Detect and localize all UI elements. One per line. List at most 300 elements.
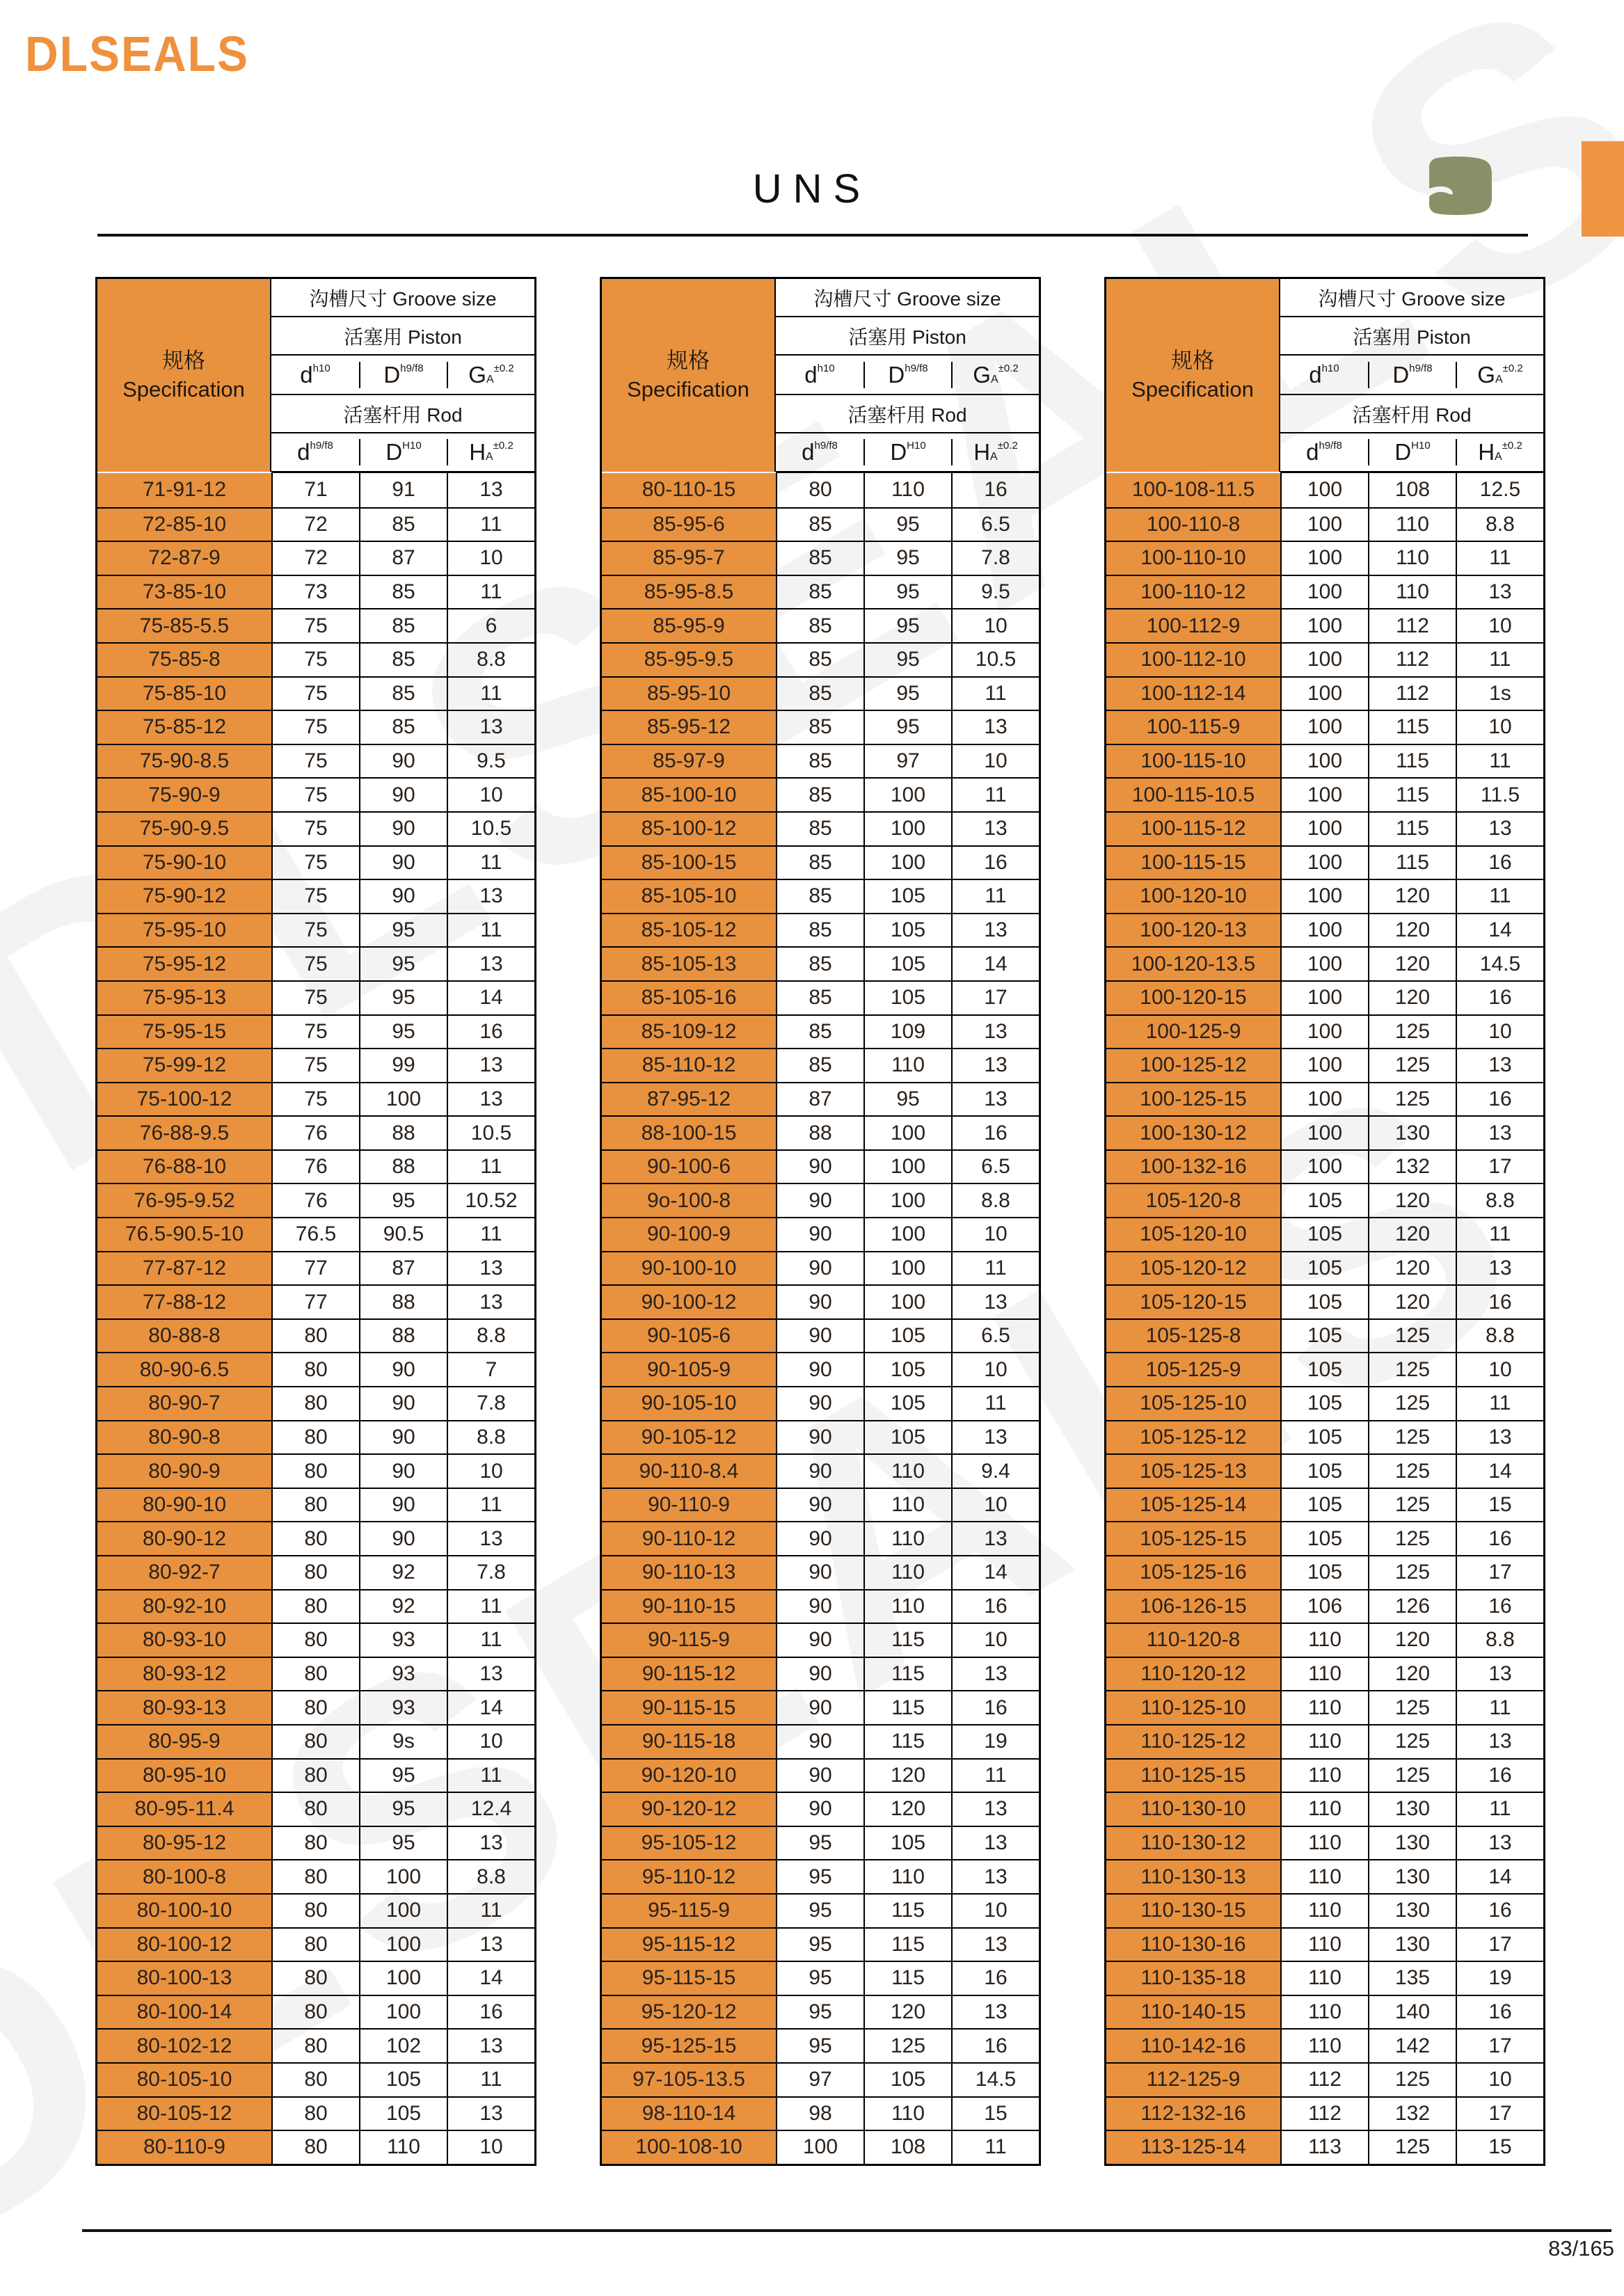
spec-cell: 75-90-12 (97, 880, 271, 913)
spec-cell: 110-130-10 (1106, 1793, 1280, 1826)
value-cell: 11 (447, 1760, 534, 1792)
value-cell: 100 (1280, 948, 1368, 980)
value-cell: 95 (359, 948, 447, 980)
value-cell: 90 (776, 1793, 863, 1826)
value-cell: 100 (1280, 542, 1368, 575)
table-row (602, 1690, 1039, 1724)
table-row (1106, 2062, 1543, 2096)
value-cell: 10 (447, 1725, 534, 1758)
value-cell: 90.5 (359, 1218, 447, 1251)
value-cell: 115 (863, 1691, 951, 1724)
value-cell: 95 (776, 1895, 863, 1927)
value-cell: 90 (776, 1151, 863, 1183)
value-cell: 95 (863, 576, 951, 609)
value-cell: 105 (1280, 1286, 1368, 1318)
value-cell: 11 (447, 914, 534, 947)
value-cell: 7.8 (447, 1556, 534, 1589)
value-cell: 19 (951, 1725, 1039, 1758)
spec-cell: 110-135-18 (1106, 1962, 1280, 1995)
value-cell: 113 (1280, 2131, 1368, 2164)
value-cell: 95 (359, 1793, 447, 1826)
value-cell: 80 (271, 2030, 359, 2062)
value-cell: 85 (776, 542, 863, 575)
value-cell: 85 (359, 576, 447, 609)
spec-cell: 105-125-13 (1106, 1455, 1280, 1488)
value-cell: 16 (1456, 1286, 1543, 1318)
spec-cell: 80-92-7 (97, 1556, 271, 1589)
value-cell: 13 (951, 1421, 1039, 1454)
value-cell: 13 (1456, 813, 1543, 845)
uns-seal-profile-icon (1425, 156, 1493, 216)
value-cell: 10 (951, 745, 1039, 778)
spec-cell: 98-110-14 (602, 2098, 776, 2130)
value-cell: 13 (951, 1286, 1039, 1318)
spec-cell: 85-105-12 (602, 914, 776, 947)
value-cell: 80 (271, 1455, 359, 1488)
value-cell: 11 (951, 678, 1039, 710)
value-cell: 95 (863, 1083, 951, 1116)
table-row (1106, 777, 1543, 811)
value-cell: 100 (1280, 1117, 1368, 1149)
value-cell: 9.5 (447, 745, 534, 778)
spec-cell: 105-125-15 (1106, 1522, 1280, 1555)
value-cell: 95 (863, 644, 951, 676)
spec-header-en: Specification (122, 376, 245, 401)
value-cell: 120 (1368, 982, 1456, 1014)
value-cell: 125 (1368, 1556, 1456, 1589)
value-cell: 105 (1280, 1455, 1368, 1488)
table-row (1106, 1115, 1543, 1149)
spec-cell: 100-120-13 (1106, 914, 1280, 947)
spec-cell: 90-100-6 (602, 1151, 776, 1183)
value-cell: 115 (863, 1624, 951, 1657)
spec-cell: 76-95-9.52 (97, 1184, 271, 1217)
value-cell: 11 (447, 509, 534, 541)
value-cell: 115 (1368, 745, 1456, 778)
value-cell: 80 (271, 1996, 359, 2029)
value-cell: 13 (951, 1929, 1039, 1961)
value-cell: 10 (447, 1455, 534, 1488)
col-header-d: d h9/f8 (1306, 439, 1342, 465)
value-cell: 100 (1280, 1049, 1368, 1082)
table-row (97, 1284, 534, 1318)
value-cell: 13 (1456, 1252, 1543, 1285)
spec-cell: 95-115-9 (602, 1895, 776, 1927)
spec-cell: 105-120-8 (1106, 1184, 1280, 1217)
value-cell: 11 (447, 1591, 534, 1623)
value-cell: 17 (1456, 1556, 1543, 1589)
spec-cell: 113-125-14 (1106, 2131, 1280, 2164)
table-row (97, 845, 534, 879)
spec-cell: 110-142-16 (1106, 2030, 1280, 2062)
value-cell: 11 (447, 2064, 534, 2096)
spec-cell: 105-120-10 (1106, 1218, 1280, 1251)
value-cell: 11 (951, 2131, 1039, 2164)
value-cell: 130 (1368, 1117, 1456, 1149)
value-cell: 10 (951, 1895, 1039, 1927)
value-cell: 11 (951, 1760, 1039, 1792)
value-cell: 100 (1280, 847, 1368, 879)
table-row (97, 1386, 534, 1420)
value-cell: 11 (1456, 880, 1543, 913)
table-row (602, 777, 1039, 811)
piston-header: 活塞用 Piston (776, 317, 1039, 356)
spec-cell: 75-90-10 (97, 847, 271, 879)
table-row (1106, 608, 1543, 642)
table-row (97, 879, 534, 913)
spec-header-cn: 规格 (667, 349, 710, 374)
value-cell: 100 (1280, 745, 1368, 778)
table-row (1106, 1014, 1543, 1049)
table-row (602, 1961, 1039, 1995)
value-cell: 80 (271, 1522, 359, 1555)
value-cell: 11 (1456, 1793, 1543, 1826)
value-cell: 125 (1368, 1455, 1456, 1488)
table-row (97, 777, 534, 811)
table-row (1106, 1420, 1543, 1454)
value-cell: 11 (447, 1895, 534, 1927)
table-row (602, 1352, 1039, 1386)
value-cell: 99 (359, 1049, 447, 1082)
value-cell: 72 (271, 542, 359, 575)
value-cell: 100 (863, 1218, 951, 1251)
value-cell: 10 (951, 1489, 1039, 1522)
table-row (97, 710, 534, 744)
spec-cell: 100-130-12 (1106, 1117, 1280, 1149)
spec-cell: 80-95-12 (97, 1827, 271, 1860)
spec-cell: 100-112-9 (1106, 609, 1280, 642)
spec-column-header (97, 279, 271, 472)
value-cell: 95 (359, 982, 447, 1014)
table-row (602, 608, 1039, 642)
spec-cell: 87-95-12 (602, 1083, 776, 1116)
value-cell: 85 (776, 813, 863, 845)
value-cell: 10.52 (447, 1184, 534, 1217)
table-row (602, 1555, 1039, 1589)
value-cell: 126 (1368, 1591, 1456, 1623)
value-cell: 10 (951, 1218, 1039, 1251)
spec-cell: 100-125-12 (1106, 1049, 1280, 1082)
value-cell: 13 (447, 1286, 534, 1318)
value-cell: 112 (1368, 609, 1456, 642)
value-cell: 75 (271, 847, 359, 879)
value-cell: 80 (271, 1556, 359, 1589)
footer-divider (82, 2229, 1611, 2232)
value-cell: 105 (1280, 1489, 1368, 1522)
spec-cell: 75-85-8 (97, 644, 271, 676)
rod-header: 活塞杆用 Rod (776, 395, 1039, 433)
value-cell: 14 (447, 982, 534, 1014)
rod-columns (1280, 433, 1543, 473)
value-cell: 90 (776, 1286, 863, 1318)
table-row (1106, 1048, 1543, 1082)
spec-cell: 105-125-14 (1106, 1489, 1280, 1522)
table-row (602, 2096, 1039, 2130)
spec-cell: 100-112-14 (1106, 678, 1280, 710)
table-row (602, 1995, 1039, 2029)
table-row (97, 946, 534, 980)
value-cell: 110 (863, 1049, 951, 1082)
value-cell: 10 (447, 2131, 534, 2164)
value-cell: 8.8 (1456, 509, 1543, 541)
table-rows (97, 473, 534, 2164)
value-cell: 125 (1368, 2131, 1456, 2164)
table-row (97, 1724, 534, 1758)
value-cell: 88 (359, 1286, 447, 1318)
spec-cell: 100-125-15 (1106, 1083, 1280, 1116)
value-cell: 11 (447, 678, 534, 710)
value-cell: 9.5 (951, 576, 1039, 609)
value-cell: 8.8 (447, 644, 534, 676)
value-cell: 120 (1368, 1658, 1456, 1691)
value-cell: 105 (1280, 1320, 1368, 1353)
value-cell: 98 (776, 2098, 863, 2130)
value-cell: 92 (359, 1591, 447, 1623)
spec-cell: 90-120-12 (602, 1793, 776, 1826)
value-cell: 125 (1368, 1725, 1456, 1758)
value-cell: 15 (951, 2098, 1039, 2130)
value-cell: 105 (863, 880, 951, 913)
value-cell: 125 (1368, 1691, 1456, 1724)
col-header-HA: H A ±0.2 (951, 439, 1039, 465)
piston-header: 活塞用 Piston (1280, 317, 1543, 356)
table-row (602, 1927, 1039, 1961)
value-cell: 11 (1456, 542, 1543, 575)
value-cell: 125 (1368, 1387, 1456, 1420)
value-cell: 105 (863, 1827, 951, 1860)
value-cell: 110 (1368, 576, 1456, 609)
value-cell: 13 (447, 1049, 534, 1082)
spec-cell: 100-120-15 (1106, 982, 1280, 1014)
value-cell: 130 (1368, 1895, 1456, 1927)
value-cell: 85 (359, 711, 447, 744)
table-header (602, 279, 1039, 473)
spec-cell: 90-110-13 (602, 1556, 776, 1589)
value-cell: 80 (271, 1658, 359, 1691)
value-cell: 75 (271, 1083, 359, 1116)
table-row (602, 1217, 1039, 1251)
spec-cell: 72-87-9 (97, 542, 271, 575)
spec-cell: 100-132-16 (1106, 1151, 1280, 1183)
value-cell: 108 (863, 2131, 951, 2164)
value-cell: 7.8 (951, 542, 1039, 575)
spec-cell: 71-91-12 (97, 473, 271, 507)
value-cell: 90 (359, 1387, 447, 1420)
col-header-d: d h9/f8 (297, 439, 333, 465)
value-cell: 10 (1456, 711, 1543, 744)
value-cell: 90 (776, 1522, 863, 1555)
value-cell: 105 (863, 1320, 951, 1353)
piston-header: 活塞用 Piston (271, 317, 534, 356)
table-row (97, 1352, 534, 1386)
value-cell: 75 (271, 779, 359, 811)
spec-cell: 100-110-8 (1106, 509, 1280, 541)
accent-bar (1582, 141, 1624, 237)
spec-cell: 100-115-10.5 (1106, 779, 1280, 811)
value-cell: 9.4 (951, 1455, 1039, 1488)
value-cell: 80 (271, 1421, 359, 1454)
table-row (1106, 2028, 1543, 2062)
value-cell: 13 (447, 1827, 534, 1860)
table-row (97, 1623, 534, 1657)
value-cell: 13 (447, 1658, 534, 1691)
table-row (1106, 1555, 1543, 1589)
value-cell: 100 (863, 1252, 951, 1285)
value-cell: 97 (863, 745, 951, 778)
value-cell: 100 (863, 1151, 951, 1183)
value-cell: 105 (863, 948, 951, 980)
value-cell: 90 (776, 1387, 863, 1420)
table-row (1106, 1724, 1543, 1758)
value-cell: 11 (951, 880, 1039, 913)
spec-cell: 75-95-10 (97, 914, 271, 947)
value-cell: 16 (1456, 1895, 1543, 1927)
value-cell: 112 (1280, 2098, 1368, 2130)
spec-table-2 (600, 277, 1041, 2166)
value-cell: 8.8 (447, 1320, 534, 1353)
value-cell: 95 (776, 1996, 863, 2029)
spec-cell: 105-120-12 (1106, 1252, 1280, 1285)
value-cell: 120 (863, 1793, 951, 1826)
spec-cell: 76-88-9.5 (97, 1117, 271, 1149)
spec-cell: 90-120-10 (602, 1760, 776, 1792)
value-cell: 71 (271, 473, 359, 507)
value-cell: 75 (271, 880, 359, 913)
value-cell: 93 (359, 1658, 447, 1691)
value-cell: 75 (271, 711, 359, 744)
table-row (602, 980, 1039, 1014)
value-cell: 7 (447, 1353, 534, 1386)
value-cell: 105 (863, 1421, 951, 1454)
value-cell: 13 (951, 1016, 1039, 1049)
value-cell: 120 (863, 1996, 951, 2029)
value-cell: 115 (1368, 813, 1456, 845)
table-row (1106, 1859, 1543, 1893)
spec-column-header (1106, 279, 1280, 472)
spec-cell: 77-88-12 (97, 1286, 271, 1318)
value-cell: 100 (1280, 473, 1368, 507)
value-cell: 100 (1280, 880, 1368, 913)
spec-cell: 80-90-6.5 (97, 1353, 271, 1386)
value-cell: 16 (1456, 1591, 1543, 1623)
value-cell: 90 (359, 847, 447, 879)
table-row (97, 1893, 534, 1927)
spec-cell: 110-125-10 (1106, 1691, 1280, 1724)
table-row (97, 1690, 534, 1724)
value-cell: 90 (776, 1353, 863, 1386)
spec-cell: 90-110-15 (602, 1591, 776, 1623)
value-cell: 85 (776, 779, 863, 811)
spec-cell: 100-120-10 (1106, 880, 1280, 913)
col-header-D: D H10 (1368, 439, 1456, 465)
spec-cell: 90-115-9 (602, 1624, 776, 1657)
spec-cell: 110-125-15 (1106, 1760, 1280, 1792)
value-cell: 16 (1456, 982, 1543, 1014)
table-row (602, 1420, 1039, 1454)
value-cell: 105 (1280, 1556, 1368, 1589)
value-cell: 100 (1280, 576, 1368, 609)
value-cell: 9s (359, 1725, 447, 1758)
value-cell: 130 (1368, 1793, 1456, 1826)
value-cell: 80 (271, 2098, 359, 2130)
value-cell: 80 (271, 1387, 359, 1420)
value-cell: 8.8 (447, 1421, 534, 1454)
value-cell: 110 (1280, 1760, 1368, 1792)
value-cell: 85 (359, 509, 447, 541)
value-cell: 14 (951, 948, 1039, 980)
spec-cell: 105-125-16 (1106, 1556, 1280, 1589)
table-row (1106, 1792, 1543, 1826)
table-row (602, 1521, 1039, 1555)
table-row (1106, 710, 1543, 744)
value-cell: 120 (1368, 1252, 1456, 1285)
table-row (1106, 1453, 1543, 1488)
spec-cell: 110-130-15 (1106, 1895, 1280, 1927)
spec-cell: 90-105-9 (602, 1353, 776, 1386)
spec-cell: 85-95-9 (602, 609, 776, 642)
spec-cell: 85-105-16 (602, 982, 776, 1014)
table-row (602, 1623, 1039, 1657)
value-cell: 6.5 (951, 509, 1039, 541)
spec-cell: 90-110-8.4 (602, 1455, 776, 1488)
spec-cell: 75-99-12 (97, 1049, 271, 1082)
value-cell: 100 (863, 1117, 951, 1149)
table-row (97, 1555, 534, 1589)
table-row (97, 608, 534, 642)
value-cell: 105 (863, 1353, 951, 1386)
table-row (1106, 1690, 1543, 1724)
value-cell: 16 (951, 847, 1039, 879)
value-cell: 110 (863, 1556, 951, 1589)
spec-cell: 80-93-12 (97, 1658, 271, 1691)
spec-cell: 80-100-13 (97, 1962, 271, 1995)
spec-cell: 95-120-12 (602, 1996, 776, 2029)
value-cell: 92 (359, 1556, 447, 1589)
value-cell: 85 (776, 914, 863, 947)
value-cell: 16 (1456, 1083, 1543, 1116)
spec-cell: 80-95-10 (97, 1760, 271, 1792)
value-cell: 14.5 (951, 2064, 1039, 2096)
value-cell: 80 (271, 1827, 359, 1860)
value-cell: 13 (1456, 1725, 1543, 1758)
value-cell: 13 (447, 1252, 534, 1285)
spec-cell: 80-90-7 (97, 1387, 271, 1420)
table-row (97, 1961, 534, 1995)
table-row (602, 1014, 1039, 1049)
spec-cell: 105-125-9 (1106, 1353, 1280, 1386)
groove-size-header: 沟槽尺寸 Groove size (271, 279, 534, 317)
value-cell: 135 (1368, 1962, 1456, 1995)
value-cell: 13 (447, 1083, 534, 1116)
spec-cell: 110-130-13 (1106, 1860, 1280, 1893)
table-row (1106, 1318, 1543, 1353)
value-cell: 125 (1368, 1016, 1456, 1049)
value-cell: 19 (1456, 1962, 1543, 1995)
value-cell: 95 (776, 1962, 863, 1995)
value-cell: 90 (359, 1455, 447, 1488)
spec-cell: 90-115-15 (602, 1691, 776, 1724)
spec-cell: 75-85-12 (97, 711, 271, 744)
spec-cell: 85-105-13 (602, 948, 776, 980)
value-cell: 95 (863, 678, 951, 710)
value-cell: 100 (1280, 711, 1368, 744)
table-row (602, 744, 1039, 778)
spec-cell: 85-95-6 (602, 509, 776, 541)
value-cell: 90 (359, 880, 447, 913)
value-cell: 80 (271, 1320, 359, 1353)
value-cell: 85 (776, 847, 863, 879)
spec-cell: 95-115-15 (602, 1962, 776, 1995)
